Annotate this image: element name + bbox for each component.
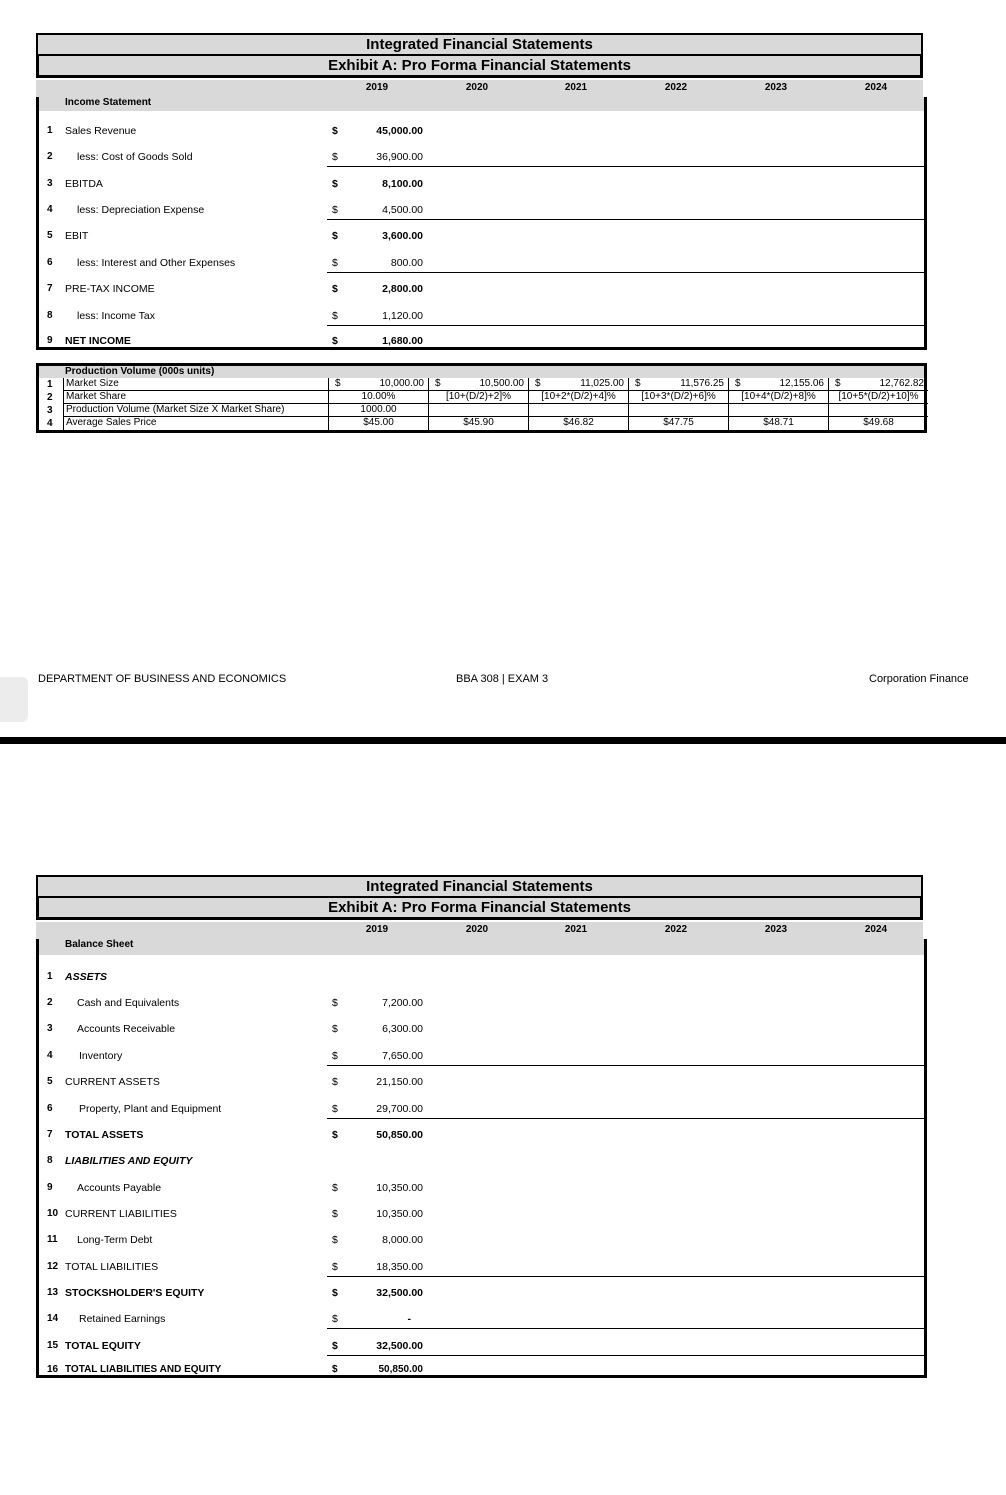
- prod-row-avg-sales-price: 4 Average Sales Price $45.00 $45.90 $46.82 $47.75 $48.71 $49.68: [39, 417, 924, 430]
- year-col-2021: 2021: [564, 82, 588, 93]
- year-col-2023: 2023: [764, 924, 788, 935]
- page-break-divider: [0, 737, 1006, 744]
- is-row-pretax-income: 7 PRE-TAX INCOME $ 2,800.00: [47, 283, 423, 295]
- year-header-row: [36, 80, 923, 97]
- bs-row-cash: 2 Cash and Equivalents $ 7,200.00: [47, 997, 423, 1009]
- year-col-2022: 2022: [664, 924, 688, 935]
- bs-row-receivables: 3 Accounts Receivable $ 6,300.00: [47, 1023, 423, 1035]
- bs-row-accounts-payable: 9 Accounts Payable $ 10,350.00: [47, 1182, 423, 1194]
- bs-row-total-liab-equity: 16 TOTAL LIABILITIES AND EQUITY $ 50,850.00: [47, 1364, 423, 1375]
- is-row-ebitda: 3 EBITDA $ 8,100.00: [47, 178, 423, 190]
- balance-sheet: [36, 939, 927, 1378]
- year-col-2023: 2023: [764, 82, 788, 93]
- bs-row-ppe: 6 Property, Plant and Equipment $ 29,700.00: [39, 1099, 924, 1119]
- year-col-2024: 2024: [864, 82, 888, 93]
- is-row-income-tax: 8 less: Income Tax $ 1,120.00: [39, 306, 924, 326]
- exhibit-title: Integrated Financial Statements: [36, 33, 923, 56]
- is-row-sales-revenue: 1 Sales Revenue $ 45,000.00: [47, 125, 423, 137]
- footer-course: BBA 308 | EXAM 3: [456, 673, 549, 685]
- bs-row-total-liabilities: 12 TOTAL LIABILITIES $ 18,350.00: [39, 1257, 924, 1277]
- is-row-ebit: 5 EBIT $ 3,600.00: [47, 230, 423, 242]
- prod-row-market-share: 2 Market Share 10.00% [10+(D/2)+2]% [10+2*(D/2)+4]% [10+3*(D/2)+6]% [10+4*(D/2)+8]% [10+5*(D/2)+10]%: [39, 391, 924, 404]
- footer-subject: Corporation Finance: [869, 673, 969, 685]
- bs-row-current-liabilities: 10 CURRENT LIABILITIES $ 10,350.00: [47, 1208, 423, 1220]
- bs-row-retained-earnings: 14 Retained Earnings $ -: [39, 1309, 924, 1329]
- exhibit-subtitle-2: Exhibit A: Pro Forma Financial Statements: [36, 898, 923, 920]
- income-statement: [36, 97, 927, 350]
- is-row-interest: 6 less: Interest and Other Expenses $ 800.00: [39, 253, 924, 273]
- exhibit-subtitle: Exhibit A: Pro Forma Financial Statements: [36, 56, 923, 78]
- prod-row-production-volume: 3 Production Volume (Market Size X Market Share) 1000.00: [39, 404, 924, 417]
- bs-row-total-equity: 15 TOTAL EQUITY $ 32,500.00: [39, 1336, 924, 1356]
- is-row-net-income: 9 NET INCOME $ 1,680.00: [47, 335, 423, 347]
- year-col-2022: 2022: [664, 82, 688, 93]
- footer-department: DEPARTMENT OF BUSINESS AND ECONOMICS: [38, 673, 287, 685]
- bs-row-total-assets: 7 TOTAL ASSETS $ 50,850.00: [47, 1129, 423, 1141]
- is-row-depreciation: 4 less: Depreciation Expense $ 4,500.00: [39, 200, 924, 220]
- bs-row-inventory: 4 Inventory $ 7,650.00: [39, 1046, 924, 1066]
- year-col-2020: 2020: [465, 924, 489, 935]
- year-col-2024: 2024: [864, 924, 888, 935]
- production-volume-heading: Production Volume (000s units): [39, 366, 924, 378]
- bs-row-current-assets: 5 CURRENT ASSETS $ 21,150.00: [47, 1076, 423, 1088]
- side-page-tab[interactable]: [0, 677, 28, 722]
- year-col-2019: 2019: [365, 82, 389, 93]
- is-row-cogs: 2 less: Cost of Goods Sold $ 36,900.00: [39, 147, 924, 167]
- year-col-2021: 2021: [564, 924, 588, 935]
- production-volume-table: [36, 363, 927, 433]
- year-col-2020: 2020: [465, 82, 489, 93]
- bs-row-long-term-debt: 11 Long-Term Debt $ 8,000.00: [47, 1234, 423, 1246]
- bs-row-liabilities-equity: 8 LIABILITIES AND EQUITY: [47, 1155, 193, 1167]
- balance-sheet-heading: Balance Sheet: [39, 939, 924, 955]
- exhibit-title-2: Integrated Financial Statements: [36, 875, 923, 898]
- year-header-row-2: [36, 922, 923, 939]
- income-statement-heading: Income Statement: [39, 97, 924, 111]
- prod-row-market-size: 1 Market Size $ 10,000.00 $ 10,500.00 $ 11,025.00 $ 11,576.25 $ 12,155.06 $ 12,762.82: [39, 378, 924, 391]
- year-col-2019: 2019: [365, 924, 389, 935]
- bs-row-stockholders-equity: 13 STOCKSHOLDER'S EQUITY $ 32,500.00: [47, 1287, 423, 1299]
- bs-row-assets: 1 ASSETS: [47, 971, 108, 983]
